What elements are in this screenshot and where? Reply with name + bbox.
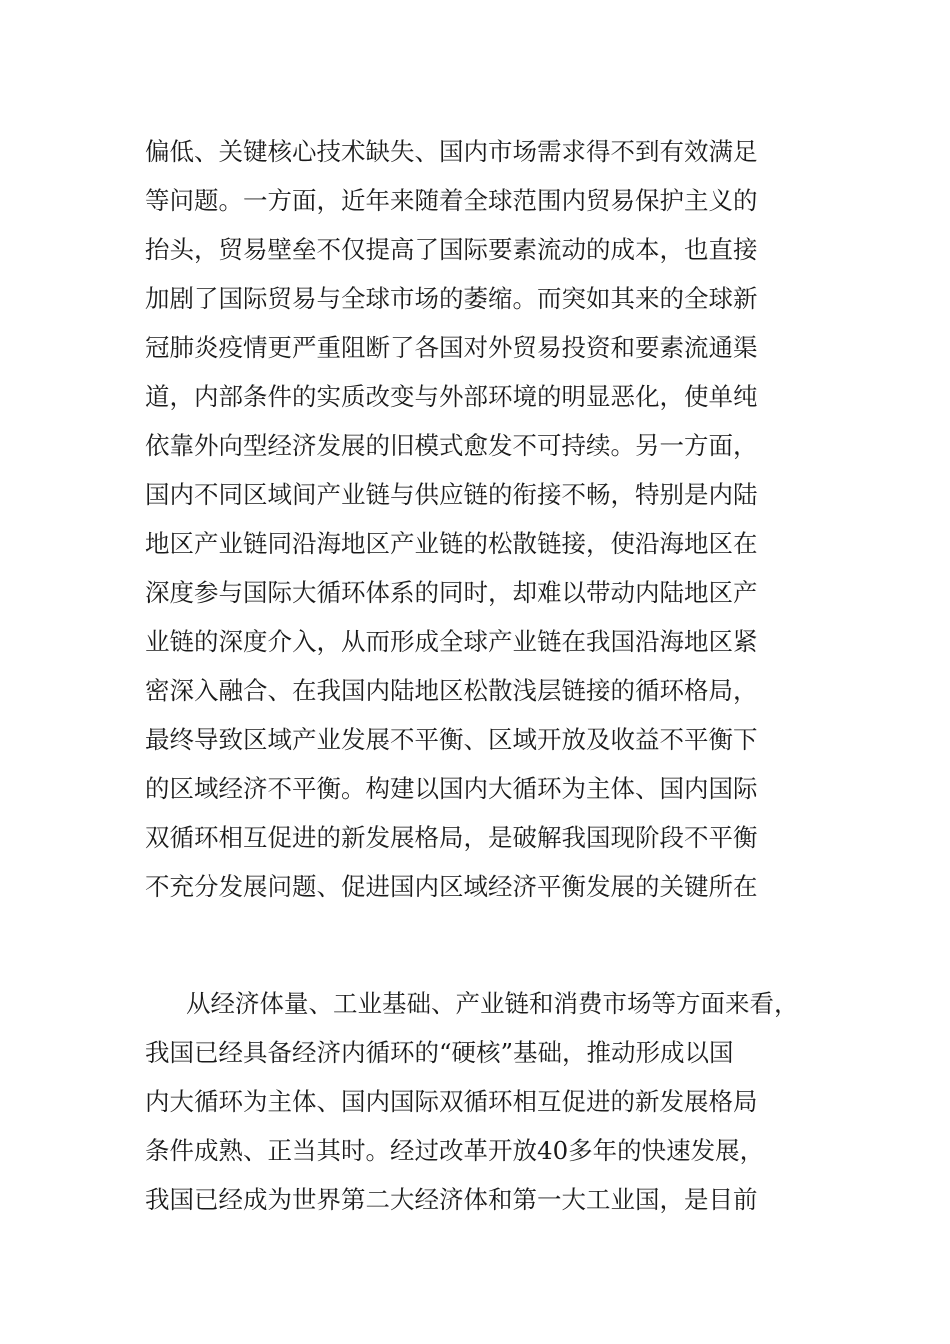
paragraph-line: 内大循环为主体、国内国际双循环相互促进的新发展格局: [145, 1087, 758, 1116]
paragraph-line: 偏低、关键核心技术缺失、国内市场需求得不到有效满足: [145, 137, 758, 166]
paragraph-line: 条件成熟、正当其时。经过改革开放40多年的快速发展，: [145, 1136, 765, 1165]
paragraph-line: 的区域经济不平衡。构建以国内大循环为主体、国内国际: [145, 774, 758, 803]
paragraph-line: 深度参与国际大循环体系的同时，却难以带动内陆地区产: [145, 578, 758, 607]
paragraph-line: 抬头，贸易壁垒不仅提高了国际要素流动的成本，也直接: [145, 235, 758, 264]
paragraph-line: 加剧了国际贸易与全球市场的萎缩。而突如其来的全球新: [145, 284, 758, 313]
paragraph-line: 不充分发展问题、促进国内区域经济平衡发展的关键所在: [145, 872, 758, 901]
paragraph-line: 我国已经具备经济内循环的“硬核”基础，推动形成以国: [145, 1038, 734, 1067]
paragraph-line: 从经济体量、工业基础、产业链和消费市场等方面来看，: [186, 989, 799, 1018]
paragraph-line: 双循环相互促进的新发展格局，是破解我国现阶段不平衡: [145, 823, 758, 852]
paragraph-line: 地区产业链同沿海地区产业链的松散链接，使沿海地区在: [145, 529, 758, 558]
paragraph-line: 依靠外向型经济发展的旧模式愈发不可持续。另一方面，: [145, 431, 758, 460]
paragraph-line: 冠肺炎疫情更严重阻断了各国对外贸易投资和要素流通渠: [145, 333, 758, 362]
paragraph-line: 业链的深度介入，从而形成全球产业链在我国沿海地区紧: [145, 627, 758, 656]
paragraph-line: 国内不同区域间产业链与供应链的衔接不畅，特别是内陆: [145, 480, 758, 509]
paragraph-line: 密深入融合、在我国内陆地区松散浅层链接的循环格局，: [145, 676, 758, 705]
paragraph-line: 道，内部条件的实质改变与外部环境的明显恶化，使单纯: [145, 382, 758, 411]
paragraph-line: 我国已经成为世界第二大经济体和第一大工业国，是目前: [145, 1185, 758, 1214]
paragraph-line: 最终导致区域产业发展不平衡、区域开放及收益不平衡下: [145, 725, 758, 754]
paragraph-line: 等问题。一方面，近年来随着全球范围内贸易保护主义的: [145, 186, 758, 215]
